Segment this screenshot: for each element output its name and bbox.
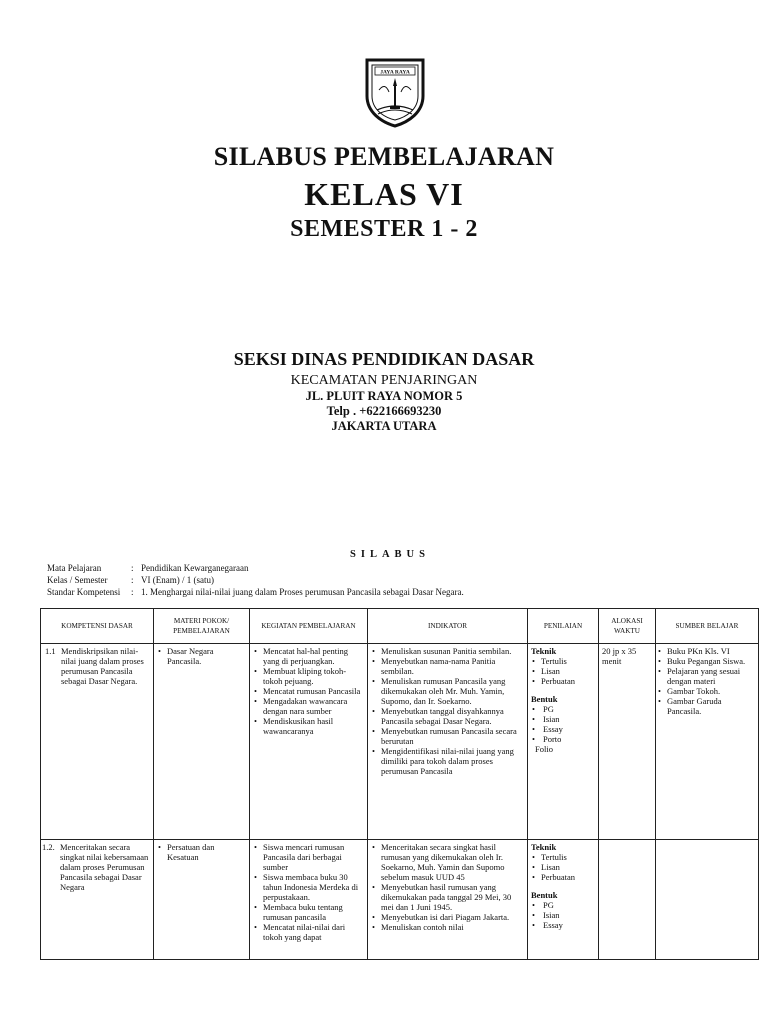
kd-number: 1.1 (45, 646, 56, 656)
list-item: • Mencatat hal-hal penting yang di perjuangkan. (253, 646, 364, 666)
sumber-cell (656, 840, 759, 960)
list-item: • Lisan (531, 666, 595, 676)
teknik-label: Teknik (531, 842, 557, 852)
list-item: • Menyebutkan nama-nama Panitia sembilan. (371, 656, 524, 676)
meta-value: 1. Menghargai nilai-nilai juang dalam Proses perumusan Pancasila sebagai Dasar Negara. (141, 587, 464, 597)
list-item: • Lisan (531, 862, 595, 872)
kompetensi-dasar-cell (41, 644, 154, 840)
list-item: • Membaca buku tentang rumusan pancasila (253, 902, 364, 922)
alokasi-cell: 20 jp x 35 menit (599, 644, 656, 840)
silabus-table (40, 608, 759, 960)
list-item: • Porto (531, 734, 595, 744)
meta-value: Pendidikan Kewarganegaraan (141, 563, 249, 573)
list-item: • Pelajaran yang sesuai dengan materi (657, 666, 755, 686)
indikator-cell (368, 840, 528, 960)
list-item: • Mendiskusikan hasil wawancaranya (253, 716, 364, 736)
header-penilaian: PENILAIAN (528, 609, 599, 644)
meta-row: Standar Kompetensi : 1. Menghargai nilai-nilai juang dalam Proses perumusan Pancasila sebagai Dasar Negara. (47, 587, 464, 597)
list-item: • Buku Pegangan Siswa. (657, 656, 755, 666)
materi-cell (154, 840, 250, 960)
silabus-heading: SILABUS (350, 549, 430, 560)
svg-text:JAYA RAYA: JAYA RAYA (380, 69, 410, 76)
list-item: • Buku PKn Kls. VI (657, 646, 755, 656)
list-item: • Mengidentifikasi nilai-nilai juang yang dimiliki para tokoh dalam proses perumusan Pancasila (371, 746, 524, 776)
meta-value: VI (Enam) / 1 (satu) (141, 575, 214, 585)
meta-row: Mata Pelajaran : Pendidikan Kewarganegaraan (47, 563, 249, 573)
list-item: • Mencatat rumusan Pancasila (253, 686, 364, 696)
sumber-cell (656, 644, 759, 840)
jakarta-crest-logo (363, 56, 427, 128)
penilaian-cell (528, 840, 599, 960)
bentuk-label: Bentuk (531, 890, 558, 900)
class-title: KELAS VI (304, 176, 464, 212)
header-kegiatan: KEGIATAN PEMBELAJARAN (250, 609, 368, 644)
header-materi-pokok: MATERI POKOK/ PEMBELAJARAN (154, 609, 250, 644)
header-sumber-belajar: SUMBER BELAJAR (656, 609, 759, 644)
bentuk-extra: Folio (535, 744, 553, 754)
list-item: • Mengadakan wawancara dengan nara sumber (253, 696, 364, 716)
list-item: • Menuliskan contoh nilai (371, 922, 524, 932)
list-item: • Gambar Garuda Pancasila. (657, 696, 755, 716)
meta-label: Standar Kompetensi (47, 587, 121, 597)
table-row (41, 840, 759, 960)
list-item: • Persatuan dan Kesatuan (157, 842, 246, 862)
kompetensi-dasar-cell (41, 840, 154, 960)
list-item: • Menceritakan secara singkat hasil rumusan yang dikemukakan oleh Ir. Soekarno, Muh. Yamin dan Supomo sebelum masuk UUD 45 (371, 842, 524, 882)
list-item: • Menuliskan susunan Panitia sembilan. (371, 646, 524, 656)
list-item: • Tertulis (531, 656, 595, 666)
kd-number: 1.2. (42, 842, 55, 852)
list-item: • Essay (531, 724, 595, 734)
list-item: • Menyebutkan tanggal disyahkannya Pancasila sebagai Dasar Negara. (371, 706, 524, 726)
table-header-row (41, 609, 759, 644)
header-alokasi-waktu: ALOKASI WAKTU (599, 609, 656, 644)
list-item: • Siswa membaca buku 30 tahun Indonesia Merdeka di perpustakaan. (253, 872, 364, 902)
bentuk-label: Bentuk (531, 694, 558, 704)
table-row (41, 644, 759, 840)
list-item: • Tertulis (531, 852, 595, 862)
meta-label: Mata Pelajaran (47, 563, 102, 573)
kegiatan-cell (250, 840, 368, 960)
list-item: • Menyebutkan rumusan Pancasila secara berurutan (371, 726, 524, 746)
meta-row: Kelas / Semester : VI (Enam) / 1 (satu) (47, 575, 214, 585)
kd-text: Mendiskripsikan nilai-nilai juang dalam proses perumusan Pancasila sebagai Dasar Negara. (61, 646, 144, 686)
kegiatan-cell (250, 644, 368, 840)
list-item: • Isian (531, 910, 595, 920)
meta-label: Kelas / Semester (47, 575, 108, 585)
list-item: • Dasar Negara Pancasila. (157, 646, 246, 666)
list-item: • Perbuatan (531, 676, 595, 686)
penilaian-cell (528, 644, 599, 840)
list-item: • Mencatat nilai-nilai dari tokoh yang dapat (253, 922, 364, 942)
org-city: JAKARTA UTARA (331, 419, 437, 433)
alokasi-cell (599, 840, 656, 960)
list-item: • Perbuatan (531, 872, 595, 882)
semester-title: SEMESTER 1 - 2 (290, 216, 478, 242)
org-name: SEKSI DINAS PENDIDIKAN DASAR (233, 349, 535, 369)
kd-text: Menceritakan secara singkat nilai kebersamaan dalam proses Perumusan Pancasila sebagai Dasar Negara (60, 842, 149, 892)
header-indikator: INDIKATOR (368, 609, 528, 644)
list-item: • Essay (531, 920, 595, 930)
list-item: • Isian (531, 714, 595, 724)
header-kompetensi-dasar: KOMPETENSI DASAR (41, 609, 154, 644)
list-item: • Menuliskan rumusan Pancasila yang dikemukakan oleh Mr. Muh. Yamin, Supomo, dan Ir. Soekarno. (371, 676, 524, 706)
list-item: • Siswa mencari rumusan Pancasila dari berbagai sumber (253, 842, 364, 872)
materi-cell (154, 644, 250, 840)
list-item: • Menyebutkan hasil rumusan yang dikemukakan pada tanggal 29 Mei, 30 mei dan 1 Juni 1945. (371, 882, 524, 912)
org-address: JL. PLUIT RAYA NOMOR 5 (305, 389, 463, 403)
teknik-label: Teknik (531, 646, 557, 656)
document-title: SILABUS PEMBELAJARAN (213, 142, 555, 171)
list-item: • Membuat kliping tokoh-tokoh pejuang. (253, 666, 364, 686)
list-item: • Gambar Tokoh. (657, 686, 755, 696)
list-item: • Menyebutkan isi dari Piagam Jakarta. (371, 912, 524, 922)
indikator-cell (368, 644, 528, 840)
org-district: KECAMATAN PENJARINGAN (290, 373, 478, 388)
list-item: • PG (531, 704, 595, 714)
list-item: • PG (531, 900, 595, 910)
org-phone: Telp . +622166693230 (326, 404, 442, 418)
